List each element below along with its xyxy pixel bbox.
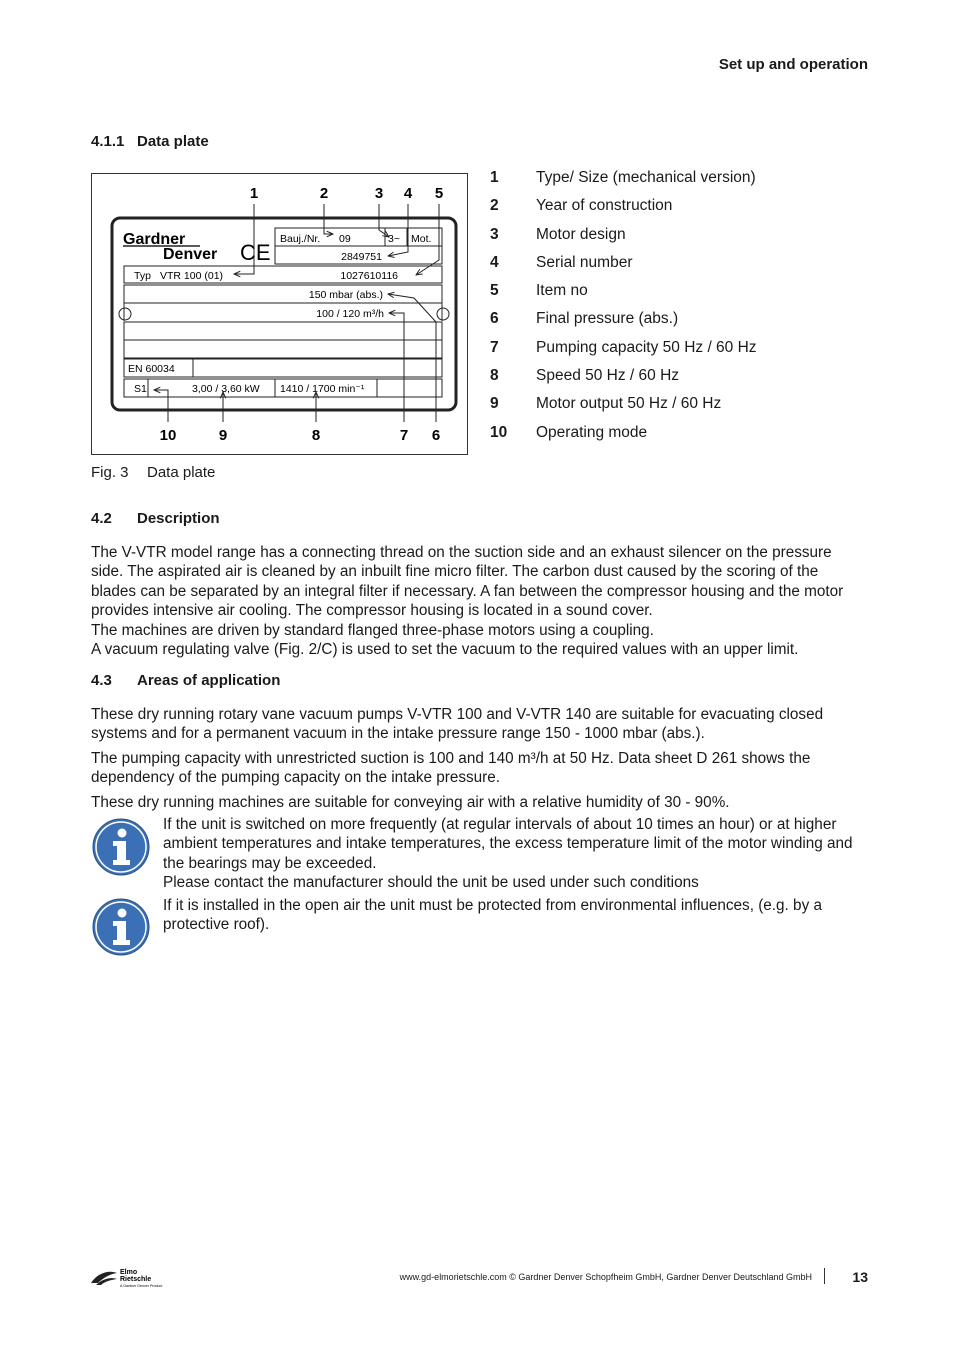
figure-label: Fig. 3 (91, 464, 129, 481)
mot-label: Mot. (411, 233, 432, 245)
mount-hole-right (437, 308, 449, 320)
description-paragraph: The machines are driven by standard flanged three-phase motors using a coupling. (91, 621, 654, 639)
typ-label: Typ (134, 270, 151, 282)
elmo-rietschle-logo (90, 1266, 170, 1288)
data-plate-figure (91, 173, 468, 455)
legend-text: Operating mode (536, 423, 648, 441)
legend-row (490, 367, 820, 395)
legend-number: 1 (490, 169, 499, 186)
capacity-value: 100 / 120 m³/h (316, 308, 384, 320)
bauj-value: 09 (339, 233, 351, 245)
callout-9: 9 (218, 427, 228, 444)
section-number: 4.2 (91, 510, 112, 527)
leader-10 (154, 390, 168, 422)
callout-4: 4 (403, 185, 413, 202)
footer-copyright (400, 1272, 812, 1282)
note-text: If it is installed in the open air the unit must be protected from environmental influences, (e.g. by a protective roof). (163, 897, 822, 934)
footer-divider (824, 1268, 825, 1284)
svg-text:Elmo: Elmo (120, 1269, 138, 1276)
application-paragraph: These dry running machines are suitable for conveying air with a relative humidity of 30 - 90%. (91, 793, 730, 811)
callout-10: 10 (159, 427, 177, 444)
legend-row (490, 424, 820, 452)
section-number: 4.3 (91, 672, 112, 689)
info-note-1 (163, 815, 868, 893)
section-title: Data plate (137, 133, 209, 150)
data-plate-legend (490, 169, 820, 452)
legend-row (490, 254, 820, 282)
footer-url[interactable]: www.gd-elmorietschle.com (399, 1272, 507, 1282)
info-icon (91, 897, 151, 957)
section-heading-4-1-1 (91, 133, 209, 150)
brand-denver: Denver (163, 246, 218, 263)
description-text (91, 543, 866, 659)
description-paragraph: A vacuum regulating valve (Fig. 2/C) is used to set the vacuum to the required values with an upper limit. (91, 641, 799, 659)
legend-text: Pumping capacity 50 Hz / 60 Hz (536, 338, 757, 356)
typ-value: VTR 100 (01) (160, 270, 224, 282)
legend-text: Motor output 50 Hz / 60 Hz (536, 395, 722, 413)
legend-row (490, 282, 820, 310)
legend-row (490, 339, 820, 367)
legend-number: 8 (490, 367, 499, 385)
svg-text:Rietschle: Rietschle (120, 1276, 152, 1283)
phase-value: 3~ (388, 233, 400, 245)
legend-text: Year of construction (536, 197, 673, 215)
info-icon (91, 817, 151, 877)
application-text (91, 705, 866, 812)
note-text: Please contact the manufacturer should the unit be used under such conditions (163, 874, 699, 892)
brand-gardner: Gardner (123, 231, 186, 248)
description-paragraph: The V-VTR model range has a connecting thread on the suction side and an exhaust silencer on the pressure side. The aspirated air is cleaned by an inbuilt fine micro filter. The carbon dust caused by the scoring of the blades can be separated by an integral filter if necessary. A fan between the compressor housing and the motor provides intensive air cooling. The compressor housing is located in a sound cover. (91, 544, 844, 620)
callout-7: 7 (399, 427, 409, 444)
legend-text: Final pressure (abs.) (536, 310, 679, 328)
svg-text:A Gardner Denver Product: A Gardner Denver Product (120, 1284, 163, 1288)
legend-text: Serial number (536, 253, 633, 271)
application-paragraph: The pumping capacity with unrestricted suction is 100 and 140 m³/h at 50 Hz. Data sheet D 261 shows the dependency of the pumping capacity on the intake pressure. (91, 749, 811, 787)
pressure-value: 150 mbar (abs.) (308, 289, 383, 301)
application-paragraph: These dry running rotary vane vacuum pumps V-VTR 100 and V-VTR 140 are suitable for evacuating closed systems and for a permanent vacuum in the intake pressure range 150 - 1000 mbar (abs.). (91, 706, 824, 743)
info-note-2 (163, 896, 868, 935)
section-title: Areas of application (137, 672, 281, 689)
mount-hole-left (119, 308, 131, 320)
legend-number: 10 (490, 423, 508, 441)
legend-text: Type/ Size (mechanical version) (536, 169, 756, 186)
legend-number: 3 (490, 225, 499, 243)
data-plate-drawing (92, 174, 467, 454)
mode-value: S1 (134, 383, 147, 395)
section-heading-4-3 (91, 672, 280, 689)
page-number: 13 (852, 1269, 868, 1285)
figure-caption (91, 464, 215, 481)
callout-1: 1 (249, 185, 259, 202)
figure-caption-text: Data plate (147, 464, 216, 481)
motor-number: 2849751 (341, 251, 382, 263)
power-value: 3,00 / 3,60 kW (192, 383, 260, 395)
section-title: Description (137, 510, 220, 527)
legend-number: 5 (490, 282, 499, 300)
legend-number: 2 (490, 197, 499, 215)
callout-8: 8 (311, 427, 321, 444)
leader-4 (388, 204, 408, 256)
leader-7 (389, 313, 404, 422)
legend-text: Motor design (536, 225, 626, 243)
footer-copyright-text: © Gardner Denver Schopfheim GmbH, Gardner Denver Deutschland GmbH (509, 1272, 812, 1282)
legend-row (490, 226, 820, 254)
legend-row (490, 169, 820, 197)
legend-number: 7 (490, 338, 499, 356)
legend-number: 4 (490, 253, 499, 271)
running-header: Set up and operation (718, 56, 868, 73)
legend-row (490, 310, 820, 338)
standard-value: EN 60034 (128, 363, 175, 375)
speed-value: 1410 / 1700 min⁻¹ (280, 383, 365, 395)
callout-5: 5 (434, 185, 444, 202)
legend-number: 9 (490, 395, 499, 413)
legend-text: Item no (536, 282, 588, 300)
serial-value: 1027610116 (340, 270, 398, 282)
callout-6: 6 (431, 427, 441, 444)
callout-3: 3 (374, 185, 384, 202)
legend-row (490, 395, 820, 423)
legend-row (490, 197, 820, 225)
bauj-label: Bauj./Nr. (280, 233, 321, 245)
legend-text: Speed 50 Hz / 60 Hz (536, 367, 680, 385)
section-heading-4-2 (91, 510, 220, 527)
ce-mark: CE (240, 240, 271, 265)
legend-number: 6 (490, 310, 499, 328)
callout-2: 2 (319, 185, 329, 202)
section-number: 4.1.1 (91, 133, 125, 150)
note-text: If the unit is switched on more frequently (at regular intervals of about 10 times an hour) or at higher ambient temperatures and intake temperatures, the excess temperature limit of the motor winding and the bearings may be exceeded. (163, 816, 853, 872)
